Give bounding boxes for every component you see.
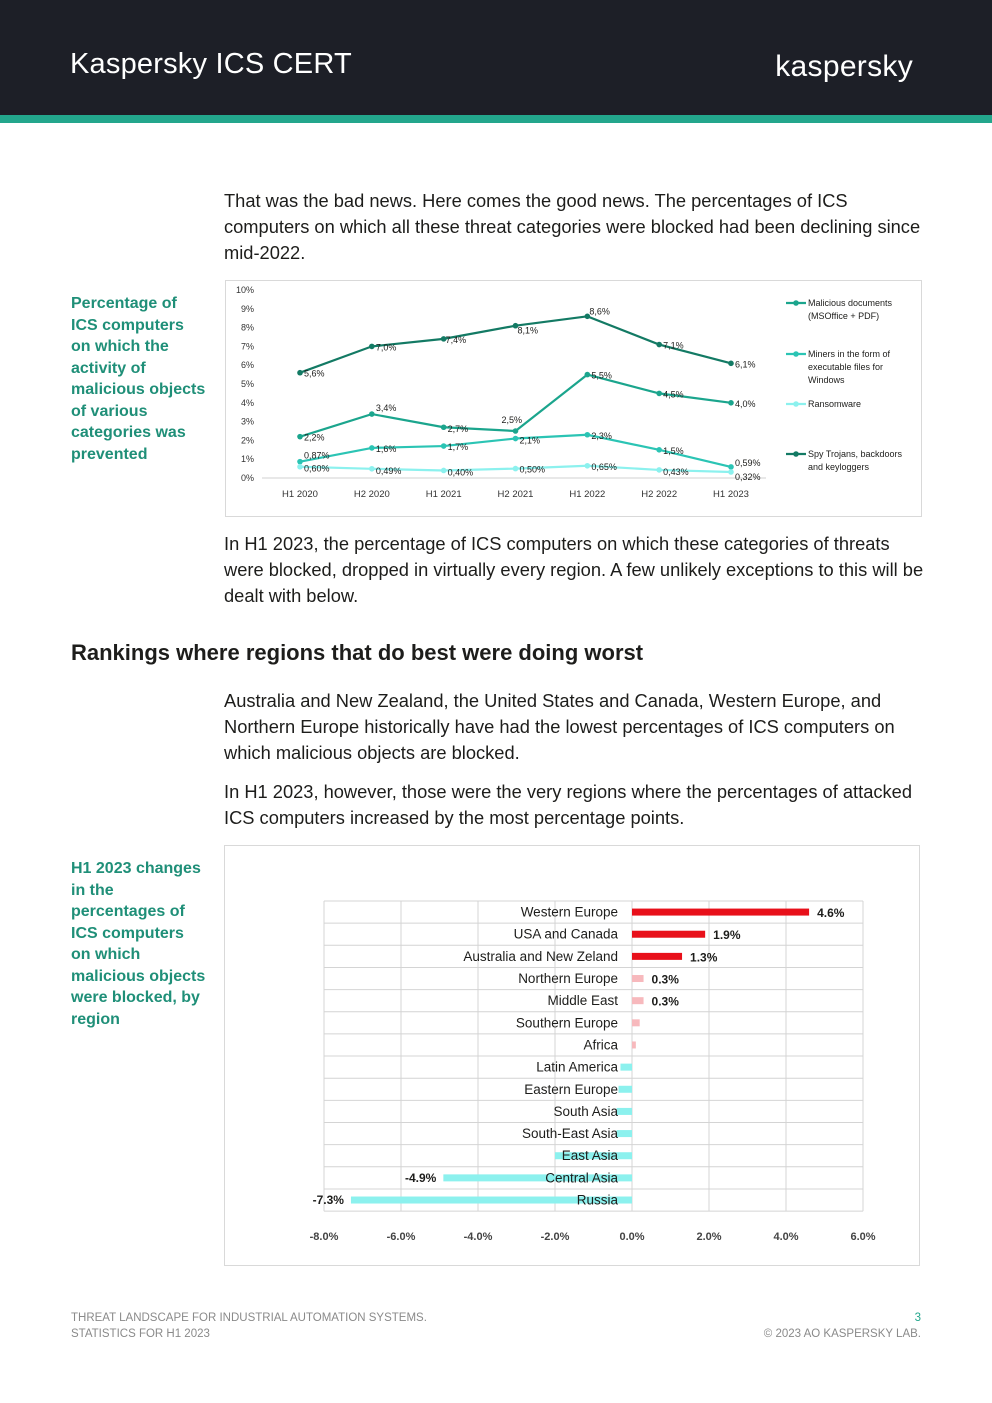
data-point-malicious-documents-msoffice-pdf	[369, 411, 375, 417]
x-tick-label: 0.0%	[619, 1231, 645, 1244]
x-tick-label: 6.0%	[850, 1231, 876, 1244]
bar-south-asia	[617, 1108, 632, 1115]
line-chart-frame	[225, 280, 922, 517]
legend-swatch-dot	[793, 451, 799, 457]
category-label: South-East Asia	[521, 1126, 618, 1142]
x-tick-label: H1 2023	[713, 489, 749, 500]
data-label: -4.9%	[404, 1170, 437, 1185]
x-tick-label: 4.0%	[773, 1231, 799, 1244]
category-label: South Asia	[553, 1103, 618, 1119]
data-point-miners-in-the-form-of-executable-files-for-windows	[297, 459, 303, 465]
category-label: Russia	[576, 1192, 618, 1208]
data-point-spy-trojans-backdoors-and-keyloggers	[297, 370, 303, 376]
page-header	[0, 0, 992, 115]
y-tick-label: 7%	[240, 341, 254, 352]
x-tick-label: H2 2022	[641, 489, 678, 500]
figure-caption-bar-chart: H1 2023 changes in the percentages of ICS computers on which malicious objects were blocked, by region	[71, 860, 206, 1028]
data-label: 0,59%	[735, 457, 761, 468]
legend-swatch-dot	[793, 401, 799, 407]
bar-northern-europe	[632, 975, 644, 982]
y-tick-label: 1%	[240, 454, 254, 465]
kaspersky-logo: kaspersky	[775, 50, 913, 83]
data-label: 0.3%	[651, 994, 679, 1009]
legend-label: Ransomware	[808, 399, 862, 409]
y-tick-label: 0%	[240, 473, 254, 483]
data-label: 3,4%	[375, 403, 397, 414]
y-tick-label: 6%	[240, 360, 254, 371]
y-tick-label: 4%	[240, 397, 254, 408]
data-point-miners-in-the-form-of-executable-files-for-windows	[369, 445, 375, 451]
data-label: 1.9%	[713, 928, 741, 943]
data-label: 0,60%	[304, 463, 330, 474]
data-label: 1.3%	[690, 950, 718, 965]
data-label: 4,5%	[663, 389, 684, 400]
category-label: Southern Europe	[515, 1015, 618, 1031]
legend-swatch-dot	[793, 300, 799, 306]
category-label: Western Europe	[520, 904, 618, 920]
data-point-spy-trojans-backdoors-and-keyloggers	[656, 342, 662, 348]
data-label: 2,7%	[447, 424, 469, 435]
data-label: -7.3%	[312, 1193, 344, 1208]
data-point-malicious-documents-msoffice-pdf	[441, 424, 447, 430]
footer-left	[71, 1310, 427, 1342]
figure-caption-line-chart: Percentage of ICS computers on which the activity of malicious objects of various categories was prevented	[71, 295, 206, 463]
y-tick-label: 5%	[240, 379, 254, 389]
legend-label: and keyloggers	[808, 462, 870, 472]
category-label: Northern Europe	[518, 971, 618, 987]
data-label: 0,40%	[447, 467, 474, 478]
x-tick-label: -8.0%	[309, 1231, 339, 1244]
data-point-miners-in-the-form-of-executable-files-for-windows	[513, 436, 519, 442]
bar-chart	[225, 846, 919, 1265]
data-label: 5,6%	[304, 368, 325, 379]
data-label: 7,0%	[375, 342, 397, 353]
y-tick-label: 3%	[240, 416, 254, 427]
data-point-miners-in-the-form-of-executable-files-for-windows	[728, 464, 734, 470]
x-tick-label: H2 2021	[497, 489, 534, 500]
x-tick-label: H1 2021	[425, 489, 462, 500]
data-label: 4.6%	[817, 906, 845, 921]
bar-usa-and-canada	[632, 931, 705, 938]
x-tick-label: 2.0%	[696, 1231, 722, 1244]
data-label: 0,65%	[591, 461, 617, 472]
data-point-ransomware	[656, 467, 662, 473]
x-tick-label: -6.0%	[386, 1231, 416, 1244]
x-tick-label: -4.0%	[463, 1231, 493, 1244]
category-label: Middle East	[547, 993, 618, 1009]
data-point-spy-trojans-backdoors-and-keyloggers	[369, 344, 375, 350]
copyright: © 2023 AO KASPERSKY LAB.	[763, 1328, 921, 1340]
legend-swatch-dot	[793, 351, 799, 357]
data-point-spy-trojans-backdoors-and-keyloggers	[728, 361, 734, 367]
category-label: USA and Canada	[513, 926, 618, 942]
y-tick-label: 8%	[240, 322, 254, 333]
data-label: 8,1%	[517, 325, 539, 336]
header-stripe	[0, 115, 992, 123]
y-tick-label: 9%	[240, 303, 254, 314]
data-label: 0,50%	[519, 464, 546, 475]
data-point-ransomware	[369, 466, 375, 472]
data-point-malicious-documents-msoffice-pdf	[297, 434, 303, 440]
data-point-ransomware	[728, 469, 734, 475]
data-label: 7,4%	[445, 334, 467, 345]
intro-paragraph: That was the bad news. Here comes the good news. The percentages of ICS computers on which all these threat categories were blocked had been declining since mid-2022.	[224, 190, 921, 263]
x-tick-label: H2 2020	[353, 489, 390, 500]
data-point-miners-in-the-form-of-executable-files-for-windows	[656, 447, 662, 453]
bar-chart-frame	[224, 845, 920, 1266]
category-label: East Asia	[561, 1148, 618, 1164]
data-label: 2,2%	[304, 432, 325, 443]
data-label: 8,6%	[589, 306, 610, 317]
section-paragraph-2: In H1 2023, however, those were the very regions where the percentages of attacked ICS computers increased by the most percentage points.	[224, 781, 912, 828]
data-label: 0,32%	[735, 471, 761, 482]
series-line-malicious-documents-msoffice-pdf	[300, 375, 731, 437]
data-point-ransomware	[513, 466, 519, 472]
data-label: 7,1%	[663, 340, 684, 351]
footer-title-line2: STATISTICS FOR H1 2023	[71, 1328, 210, 1340]
data-point-malicious-documents-msoffice-pdf	[656, 391, 662, 397]
legend-label: executable files for	[808, 362, 884, 372]
bar-africa	[632, 1041, 636, 1048]
data-label: 0,49%	[375, 465, 402, 476]
data-label: 0,87%	[304, 450, 330, 461]
line-chart	[226, 281, 921, 516]
bar-australia-and-new-zeland	[632, 953, 682, 960]
bar-latin-america	[620, 1064, 632, 1071]
data-label: 0,43%	[663, 466, 689, 477]
data-point-miners-in-the-form-of-executable-files-for-windows	[585, 432, 591, 438]
bar-eastern-europe	[619, 1086, 632, 1093]
data-label: 2,5%	[501, 415, 523, 425]
data-point-malicious-documents-msoffice-pdf	[585, 372, 591, 378]
y-tick-label: 10%	[235, 285, 254, 295]
bar-south-east-asia	[617, 1130, 632, 1137]
x-tick-label: H1 2022	[569, 489, 606, 500]
bar-middle-east	[632, 997, 644, 1004]
data-label: 1,6%	[375, 443, 397, 454]
data-label: 1,5%	[663, 445, 684, 456]
page-number: 3	[914, 1312, 921, 1324]
legend-label: Windows	[808, 375, 845, 385]
legend-label: Spy Trojans, backdoors	[808, 449, 903, 459]
data-label: 0.3%	[651, 972, 679, 987]
category-label: Latin America	[536, 1059, 618, 1075]
section-paragraph-1: Australia and New Zealand, the United States and Canada, Western Europe, and Northern Europe historically have had the lowest percentages of ICS computers on which malicious objects are blocked.	[224, 690, 895, 763]
data-label: 6,1%	[735, 359, 756, 370]
after-chart-paragraph: In H1 2023, the percentage of ICS computers on which these categories of threats were blocked, dropped in virtually every region. A few unlikely exceptions to this will be dealt with below.	[224, 533, 924, 606]
category-label: Australia and New Zeland	[463, 948, 618, 964]
data-point-ransomware	[297, 464, 303, 470]
data-label: 4,0%	[735, 398, 756, 409]
legend-label: (MSOffice + PDF)	[808, 311, 880, 321]
bar-western-europe	[632, 909, 809, 916]
category-label: Central Asia	[545, 1170, 618, 1186]
footer-right	[764, 1310, 921, 1342]
data-point-miners-in-the-form-of-executable-files-for-windows	[441, 443, 447, 449]
x-tick-label: H1 2020	[282, 489, 318, 500]
data-point-malicious-documents-msoffice-pdf	[728, 400, 734, 406]
legend-label: Malicious documents	[808, 298, 893, 308]
legend-label: Miners in the form of	[808, 349, 891, 359]
header-title: Kaspersky ICS CERT	[70, 48, 352, 80]
section-heading: Rankings where regions that do best were doing worst	[71, 640, 644, 665]
category-label: Africa	[583, 1037, 618, 1053]
data-label: 5,5%	[591, 370, 612, 381]
category-label: Eastern Europe	[524, 1081, 618, 1097]
y-tick-label: 2%	[240, 435, 254, 446]
data-point-malicious-documents-msoffice-pdf	[513, 428, 519, 434]
data-point-ransomware	[441, 468, 447, 474]
data-label: 2,3%	[591, 430, 612, 441]
data-label: 2,1%	[519, 435, 541, 446]
bar-southern-europe	[632, 1019, 640, 1026]
footer-title-line1: THREAT LANDSCAPE FOR INDUSTRIAL AUTOMATION SYSTEMS.	[71, 1312, 427, 1324]
data-label: 1,7%	[447, 442, 469, 453]
x-tick-label: -2.0%	[540, 1231, 570, 1244]
data-point-ransomware	[585, 463, 591, 469]
